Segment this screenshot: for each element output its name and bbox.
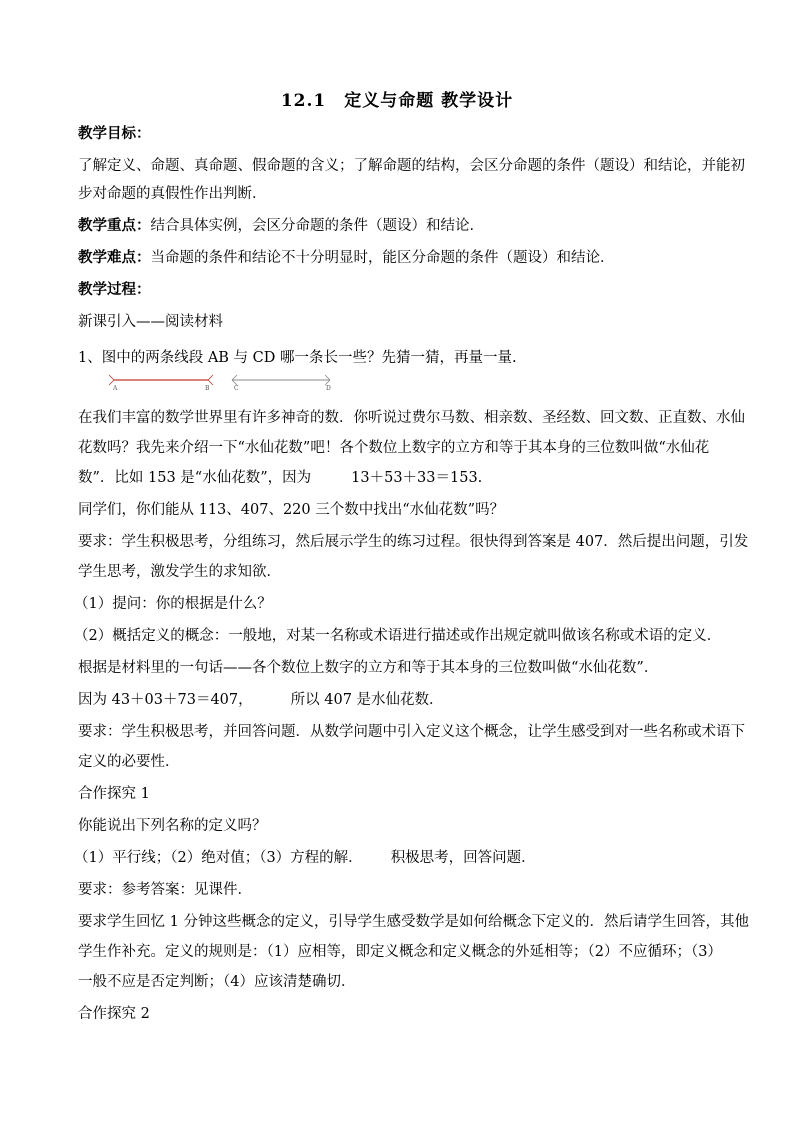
segments-figure <box>108 372 348 392</box>
cooperative-inquiry-1-heading: 合作探究 1 <box>78 786 150 802</box>
requirement-1-line-2: 学生思考，激发学生的求知欲． <box>78 564 281 580</box>
process-heading: 教学过程： <box>78 281 151 298</box>
requirement-4-line-2: 学生作补充。定义的规则是：（1）应相等，即定义概念和定义概念的外延相等；（2）不应循环；（3） <box>78 944 722 960</box>
narcissistic-407-equation: 因为 43＋03＋73＝407， <box>78 692 253 708</box>
paragraph-1-line-3-text: 数”．比如 153 是“水仙花数”，因为 <box>78 470 312 486</box>
goal-heading: 教学目标： <box>78 125 151 142</box>
definition-items-action: 积极思考，回答问题． <box>390 850 536 866</box>
label-c: C <box>234 385 239 392</box>
conclusion-407: 所以 407 是水仙花数． <box>290 692 444 708</box>
paragraph-1-line-2: 花数吗？我先来介绍一下“水仙花数”吧！各个数位上数字的立方和等于其本身的三位数叫做“水仙花 <box>78 440 710 456</box>
requirement-2-line-2: 定义的必要性． <box>78 754 180 770</box>
definition-items <box>74 848 719 868</box>
cooperative-inquiry-2-heading: 合作探究 2 <box>78 1006 150 1022</box>
label-a: A <box>113 385 118 392</box>
requirement-1-line-1: 要求：学生积极思考，分组练习，然后展示学生的练习过程。很快得到答案是 407．然后提出问题，引发 <box>78 534 749 550</box>
requirement-2-line-1: 要求：学生积极思考，并回答问题．从数学问题中引入定义这个概念，让学生感受到对一些名称或术语下 <box>78 724 745 740</box>
because-line <box>78 690 723 710</box>
ask-1: （1）提问：你的根据是什么？ <box>74 596 272 612</box>
narcissistic-153-equation: 13＋53＋33＝153. <box>351 470 483 486</box>
paragraph-1-line-3 <box>78 468 723 488</box>
requirement-3: 要求：参考答案：见课件． <box>78 882 252 898</box>
ask-2: （2）概括定义的概念：一般地，对某一名称或术语进行描述或作出规定就叫做该名称或术语的定义． <box>74 628 722 644</box>
segment-cd <box>232 375 331 392</box>
ask-3: 你能说出下列名称的定义吗？ <box>78 818 267 834</box>
goal-text-line-2: 步对命题的真假性作出判断． <box>78 186 267 202</box>
question-1: 1、图中的两条线段 AB 与 CD 哪一条长一些？先猜一猜，再量一量. <box>78 350 517 366</box>
difficulty-label: 教学难点： <box>78 249 151 266</box>
segment-ab <box>109 375 213 392</box>
requirement-4-line-3: 一般不应是否定判断；（4）应该清楚确切． <box>78 974 356 990</box>
difficulty-text: 当命题的条件和结论不十分明显时，能区分命题的条件（题设）和结论． <box>150 250 615 266</box>
intro-line: 新课引入——阅读材料 <box>78 314 223 330</box>
key-point <box>78 216 723 236</box>
key-point-label: 教学重点： <box>78 217 151 234</box>
label-b: B <box>205 385 210 392</box>
label-d: D <box>326 385 331 392</box>
paragraph-2: 同学们，你们能从 113、407、220 三个数中找出“水仙花数”吗？ <box>78 502 505 518</box>
page-title: 12.1 定义与命题 教学设计 <box>280 91 514 111</box>
requirement-4-line-1: 要求学生回忆 1 分钟这些概念的定义，引导学生感受数学是如何给概念下定义的．然后请学生回答，其他 <box>78 914 749 930</box>
key-point-text: 结合具体实例，会区分命题的条件（题设）和结论． <box>150 218 484 234</box>
difficulty-point <box>78 248 723 268</box>
goal-text-line-1: 了解定义、命题、真命题、假命题的含义；了解命题的结构，会区分命题的条件（题设）和结论，并能初 <box>78 158 745 174</box>
basis-line: 根据是材料里的一句话——各个数位上数字的立方和等于其本身的三位数叫做“水仙花数”． <box>78 660 659 676</box>
definition-items-list: （1）平行线；（2）绝对值；（3）方程的解． <box>74 850 363 866</box>
paragraph-1-line-1: 在我们丰富的数学世界里有许多神奇的数．你听说过费尔马数、相亲数、圣经数、回文数、正直数、水仙 <box>78 410 745 426</box>
